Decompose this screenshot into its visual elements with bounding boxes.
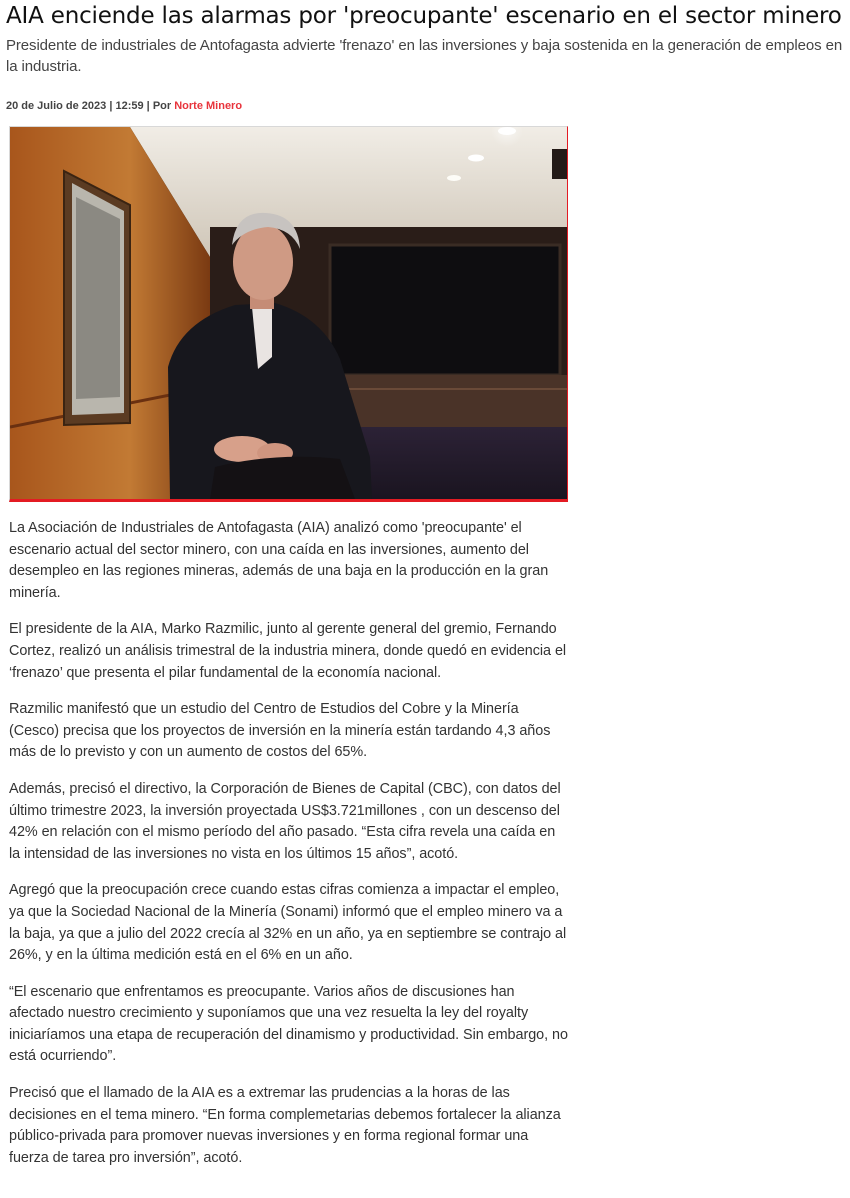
article-body [9, 518, 569, 1184]
article-photo [9, 126, 568, 502]
publish-time: 12:59 [115, 100, 144, 112]
article-paragraph: Razmilic manifestó que un estudio del Centro de Estudios del Cobre y la Minería (Cesco) precisa que los proyectos de inversión en la minería están tardando 4,3 años más de lo previsto y con un aumento de costos del 65%. [9, 701, 551, 761]
publish-date: 20 de Julio de 2023 [6, 100, 107, 112]
article-paragraph: Además, precisó el directivo, la Corporación de Bienes de Capital (CBC), con datos del último trimestre 2023, la inversión proyectada US$3.721millones , con un descenso del 42% en relación con el mismo período del año pasado. “Esta cifra revela una caída en la intensidad de las inversiones no vista en los últimos 15 años”, acotó. [9, 780, 561, 862]
article-meta [6, 99, 242, 113]
article-headline: AIA enciende las alarmas por 'preocupante' escenario en el sector minero [6, 3, 842, 29]
article-paragraph: La Asociación de Industriales de Antofagasta (AIA) analizó como 'preocupante' el escenario actual del sector minero, con una caída en las inversiones, aumento del desempleo en las regiones mineras, además de una baja en la producción en la gran minería. [9, 520, 549, 601]
article-paragraph: Precisó que el llamado de la AIA es a extremar las prudencias a la horas de las decisiones en el tema minero. “En forma complemetarias debemos fortalecer la alianza público-privada para promover nuevas inversiones y en forma regional formar una fuerza de tarea pro inversión”, acotó. [9, 1085, 561, 1166]
meta-separator: | [106, 100, 116, 112]
article-subtitle: Presidente de industriales de Antofagasta advierte 'frenazo' en las inversiones y baja sostenida en la generación de empleos en la industria. [6, 37, 843, 75]
article-paragraph: “El escenario que enfrentamos es preocupante. Varios años de discusiones han afectado nuestro crecimiento y suponíamos que una vez resuelta la ley del royalty iniciaríamos una etapa de recuperación del dinamismo y productividad. Sin embargo, no está ocurriendo”. [9, 983, 568, 1065]
article-paragraph: Agregó que la preocupación crece cuando estas cifras comienza a impactar el empleo, ya que la Sociedad Nacional de la Minería (Sonami) informó que el empleo minero va a la baja, ya que a julio del 2022 crecía al 32% en un año, ya en septiembre se contrajo al 26%, y en la última medición está en el 6% en un año. [9, 882, 567, 964]
byline-label: | Por [143, 100, 175, 112]
author-link[interactable]: Norte Minero [174, 100, 243, 112]
article-paragraph: El presidente de la AIA, Marko Razmilic, junto al gerente general del gremio, Fernando Cortez, realizó un análisis trimestral de la industria minera, donde quedó en evidencia el ‘frenazo’ que presenta el pilar fundamental de la economía nacional. [9, 621, 567, 681]
portrait-illustration [10, 127, 567, 499]
